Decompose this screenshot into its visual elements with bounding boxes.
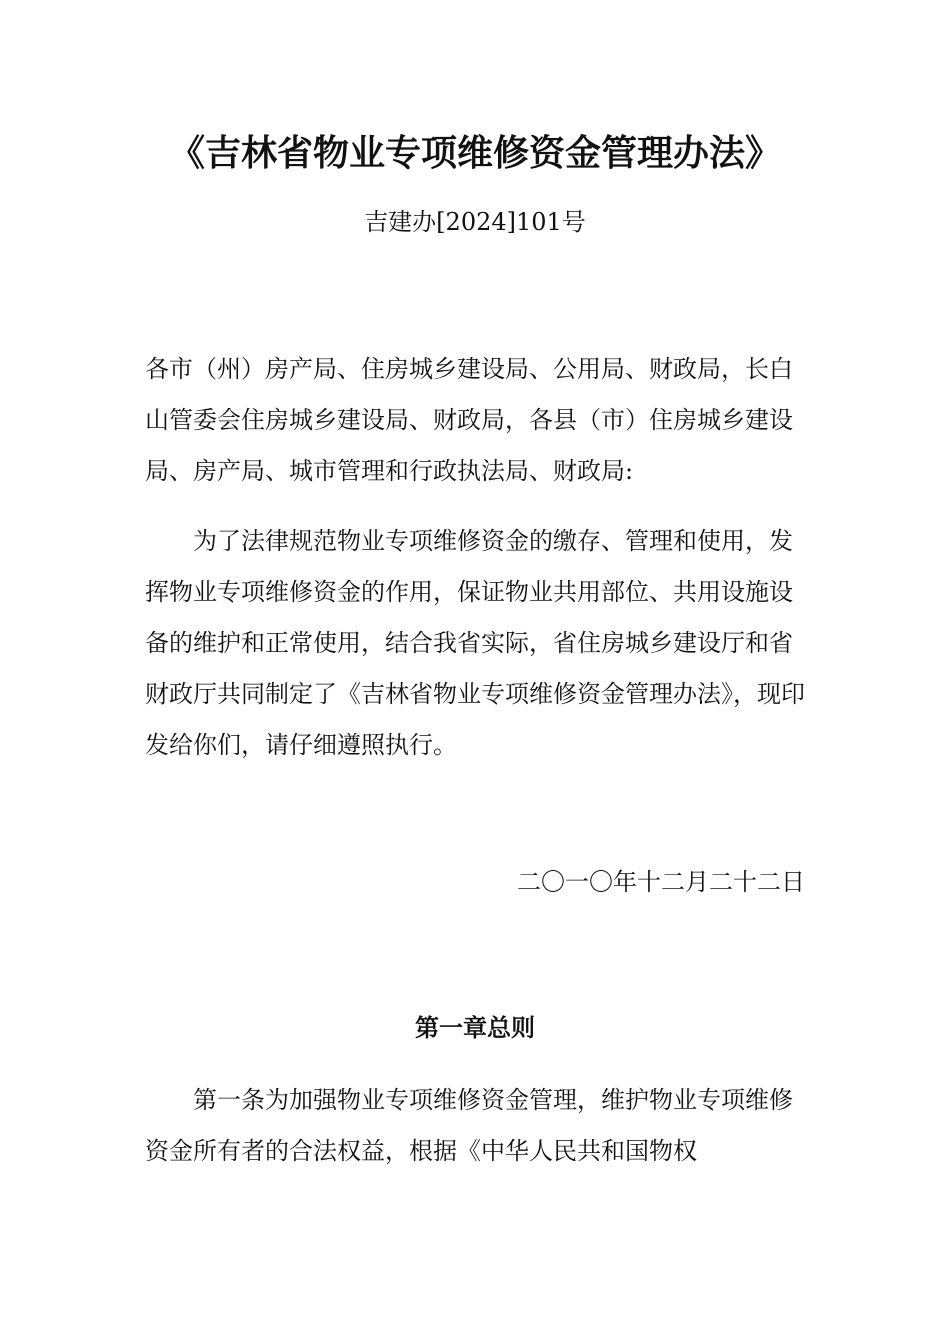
- notice-paragraph: 为了法律规范物业专项维修资金的缴存、管理和使用，发挥物业专项维修资金的作用，保证物业共用部位、共用设施设备的维护和正常使用，结合我省实际，省住房城乡建设厅和省财政厅共同制定了《吉林省物业专项维修资金管理办法》，现印发给你们，请仔细遵照执行。: [145, 527, 805, 759]
- chapter-title: 第一章总则: [415, 1013, 535, 1042]
- article-paragraph: 第一条为加强物业专项维修资金管理，维护物业专项维修资金所有者的合法权益，根据《中华人民共和国物权: [145, 1086, 793, 1165]
- document-title: 《吉林省物业专项维修资金管理办法》: [168, 132, 781, 174]
- document-number: 吉建办[2024]101号: [364, 208, 586, 236]
- salutation-paragraph: 各市（州）房产局、住房城乡建设局、公用局、财政局，长白山管委会住房城乡建设局、财政局，各县（市）住房城乡建设局、房产局、城市管理和行政执法局、财政局:: [145, 355, 793, 485]
- issue-date: 二〇一〇年十二月二十二日: [517, 868, 805, 896]
